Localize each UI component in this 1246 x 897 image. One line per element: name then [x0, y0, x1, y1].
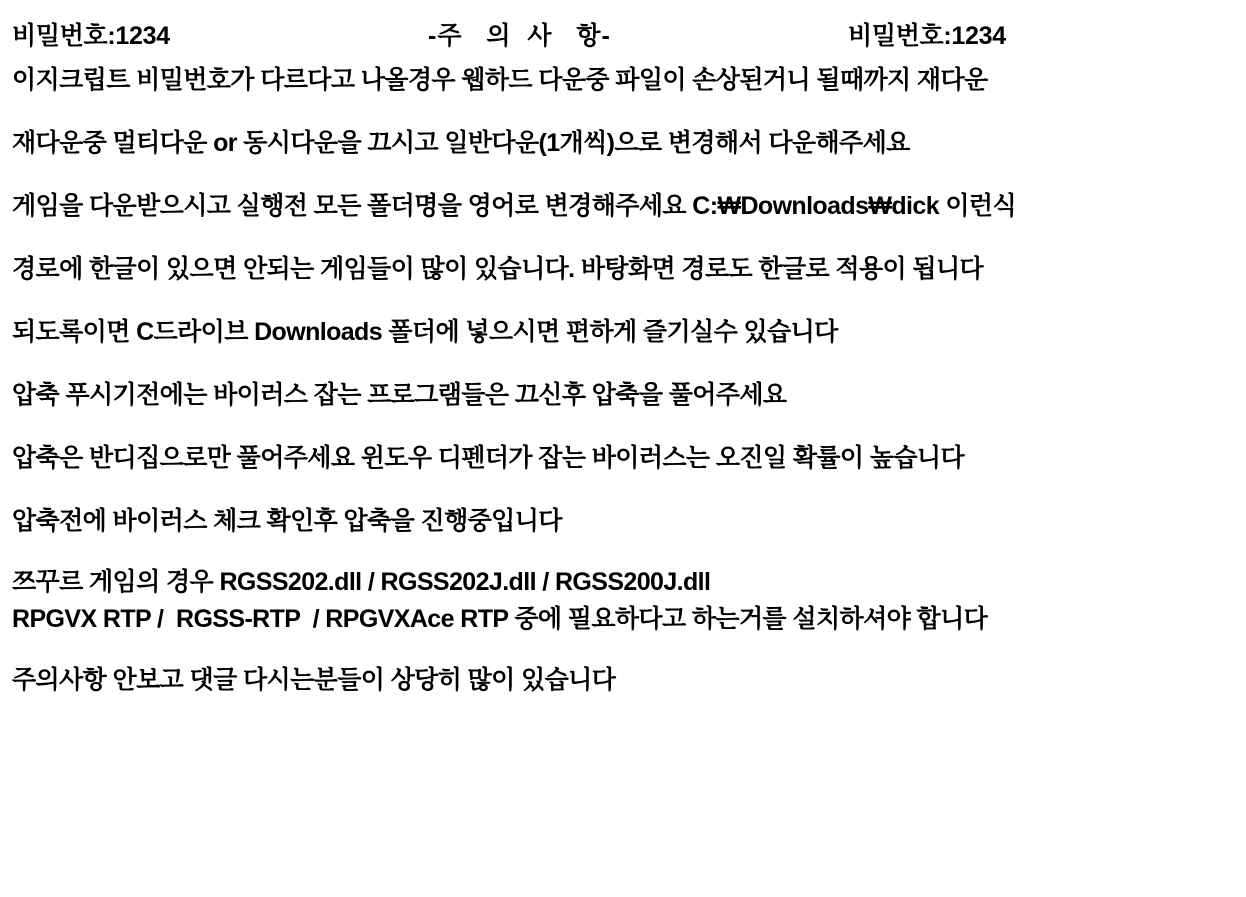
notice-line: 되도록이면 C드라이브 Downloads 폴더에 넣으시면 편하게 즐기실수 있습니다: [12, 318, 838, 346]
notice-line: 압축 푸시기전에는 바이러스 잡는 프로그램들은 끄신후 압축을 풀어주세요: [12, 381, 787, 409]
notice-line: 압축은 반디집으로만 풀어주세요 윈도우 디펜더가 잡는 바이러스는 오진일 확률이 높습니다: [12, 444, 965, 472]
password-left: 비밀번호:1234: [12, 22, 170, 50]
notice-line: 게임을 다운받으시고 실행전 모든 폴더명을 영어로 변경해주세요 C:₩Downloads₩dick 이런식: [12, 192, 1017, 220]
notice-line: 경로에 한글이 있으면 안되는 게임들이 많이 있습니다. 바탕화면 경로도 한글로 적용이 됩니다: [12, 255, 984, 283]
password-right: 비밀번호:1234: [848, 22, 1006, 50]
notice-line: 쯔꾸르 게임의 경우 RGSS202.dll / RGSS202J.dll / RGSS200J.dll: [12, 568, 711, 596]
header-row: [8, 10, 1238, 56]
notice-line: 이지크립트 비밀번호가 다르다고 나올경우 웹하드 다운중 파일이 손상된거니 될때까지 재다운: [12, 66, 988, 94]
notice-line: RPGVX RTP / RGSS-RTP / RPGVXAce RTP 중에 필요하다고 하는거를 설치하셔야 합니다: [12, 605, 988, 633]
notice-block: [8, 68, 1238, 693]
notice-line: 주의사항 안보고 댓글 다시는분들이 상당히 많이 있습니다: [12, 666, 616, 694]
notice-line: 압축전에 바이러스 체크 확인후 압축을 진행중입니다: [12, 507, 562, 535]
notice-line: 재다운중 멀티다운 or 동시다운을 끄시고 일반다운(1개씩)으로 변경해서 다운해주세요: [12, 129, 910, 157]
page-title: -주 의 사 항-: [428, 22, 611, 50]
